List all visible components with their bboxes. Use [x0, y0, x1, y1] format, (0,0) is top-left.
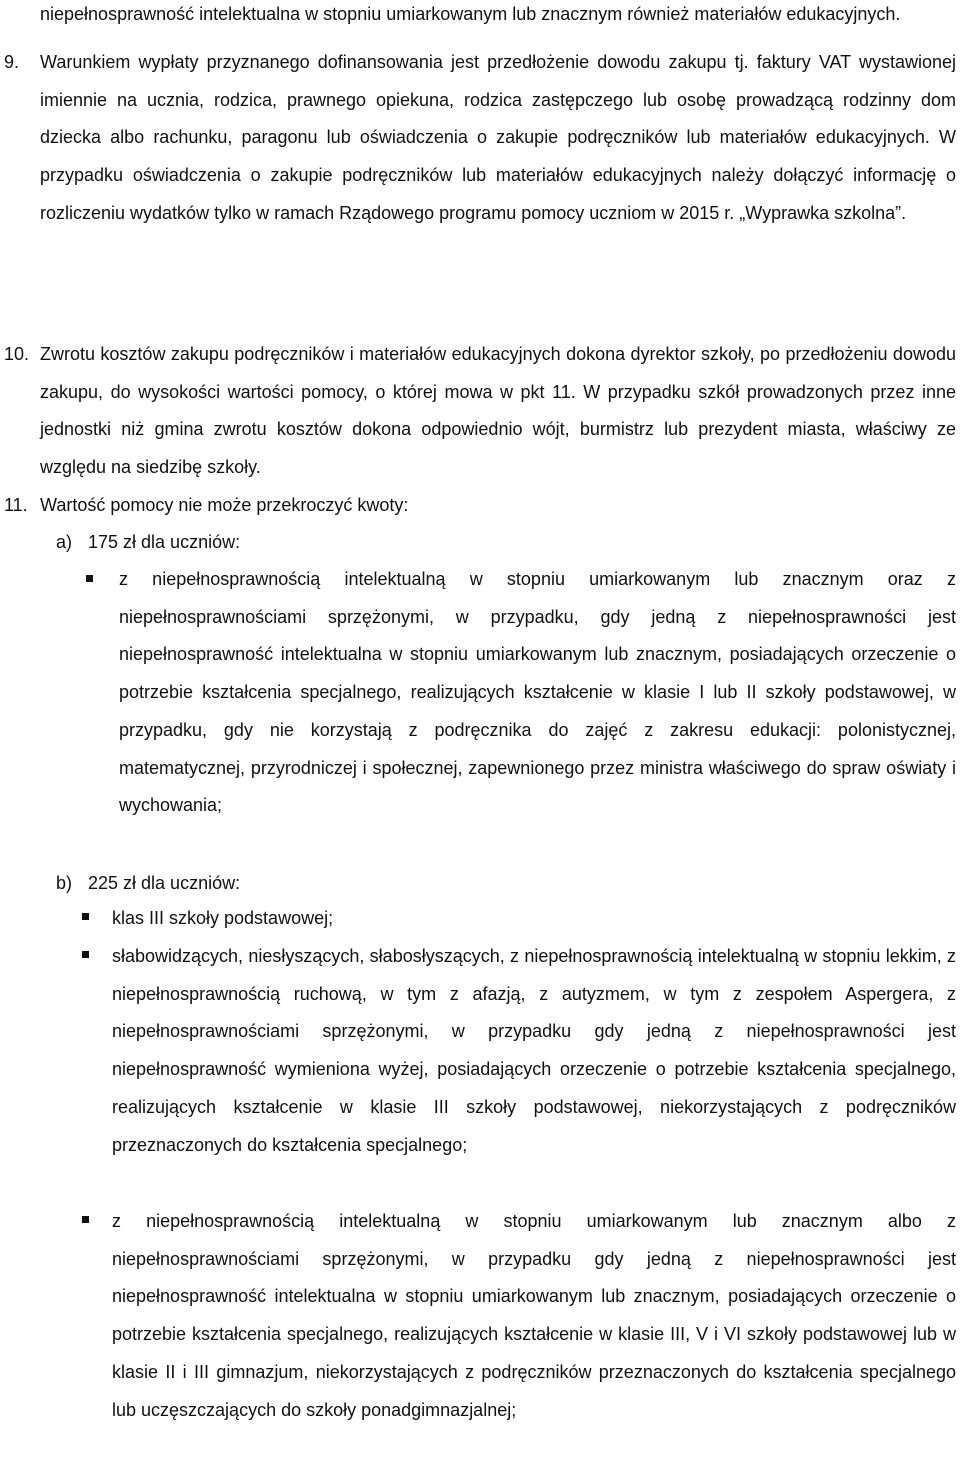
sub-b-text: 225 zł dla uczniów:: [88, 873, 241, 893]
item-9-number: 9.: [4, 52, 20, 72]
item-10-number: 10.: [4, 344, 30, 364]
bullet-square-icon: [82, 913, 89, 920]
bullet-square-icon: [82, 1216, 89, 1223]
sub-b-bullet-2: słabowidzących, niesłyszących, słabosłyszących, z niepełnosprawnością intelektualną w stopniu lekkim, z niepełnosprawnością ruchową, w tym z afazją, z autyzmem, w tym z zespołem Aspergera, z niepełnosprawnościami sprzężonymi, w przypadku gdy jedną z niepełnosprawności jest niepełnosprawność wymieniona wyżej, posiadających orzeczenie o potrzebie kształcenia specjalnego, realizujących kształcenie w klasie III szkoły podstawowej, niekorzystających z podręczników przeznaczonych do kształcenia specjalnego;: [112, 946, 956, 1155]
sub-b-bullet-1: klas III szkoły podstawowej;: [112, 908, 334, 928]
item-9-text: Warunkiem wypłaty przyznanego dofinansowania jest przedłożenie dowodu zakupu tj. faktury VAT wystawionej imiennie na ucznia, rodzica, prawnego opiekuna, rodzica zastępczego lub osobę prowadzącą rodzinny dom dziecka albo rachunku, paragonu lub oświadczenia o zakupie podręczników lub materiałów edukacyjnych. W przypadku oświadczenia o zakupie podręczników lub materiałów edukacyjnych należy dołączyć informację o rozliczeniu wydatków tylko w ramach Rządowego programu pomocy uczniom w 2015 r. „Wyprawka szkolna”.: [40, 52, 956, 223]
sub-a-label: a): [56, 532, 73, 552]
sub-b-bullet-3: z niepełnosprawnością intelektualną w stopniu umiarkowanym lub znacznym albo z niepełnosprawnościami sprzężonymi, w przypadku gdy jedną z niepełnosprawności jest niepełnosprawność intelektualna w stopniu umiarkowanym lub znacznym, posiadających orzeczenie o potrzebie kształcenia specjalnego, realizujących kształcenie w klasie III, V i VI szkoły podstawowej lub w klasie II i III gimnazjum, niekorzystających z podręczników przeznaczonych do kształcenia specjalnego lub uczęszczających do szkoły ponadgimnazjalnej;: [112, 1211, 956, 1420]
item-11-text: Wartość pomocy nie może przekroczyć kwoty:: [40, 495, 409, 515]
sub-a-bullet-1: z niepełnosprawnością intelektualną w stopniu umiarkowanym lub znacznym oraz z niepełnosprawnościami sprzężonymi, w przypadku, gdy jedną z niepełnosprawności jest niepełnosprawność intelektualna w stopniu umiarkowanym lub znacznym, posiadających orzeczenie o potrzebie kształcenia specjalnego, realizujących kształcenie w klasie I lub II szkoły podstawowej, w przypadku, gdy nie korzystają z podręcznika do zajęć z zakresu edukacji: polonistycznej, matematycznej, przyrodniczej i społecznej, zapewnionego przez ministra właściwego do spraw oświaty i wychowania;: [119, 569, 956, 816]
item-11-number: 11.: [4, 495, 28, 515]
sub-a-text: 175 zł dla uczniów:: [88, 532, 241, 552]
bullet-square-icon: [82, 951, 89, 958]
sub-b-label: b): [56, 873, 73, 893]
intro-paragraph: niepełnosprawność intelektualna w stopniu umiarkowanym lub znacznym również materiałów edukacyjnych.: [40, 4, 901, 24]
bullet-square-icon: [86, 575, 93, 582]
item-10-text: Zwrotu kosztów zakupu podręczników i materiałów edukacyjnych dokona dyrektor szkoły, po przedłożeniu dowodu zakupu, do wysokości wartości pomocy, o której mowa w pkt 11. W przypadku szkół prowadzonych przez inne jednostki niż gmina zwrotu kosztów dokona odpowiednio wójt, burmistrz lub prezydent miasta, właściwy ze względu na siedzibę szkoły.: [40, 344, 956, 478]
